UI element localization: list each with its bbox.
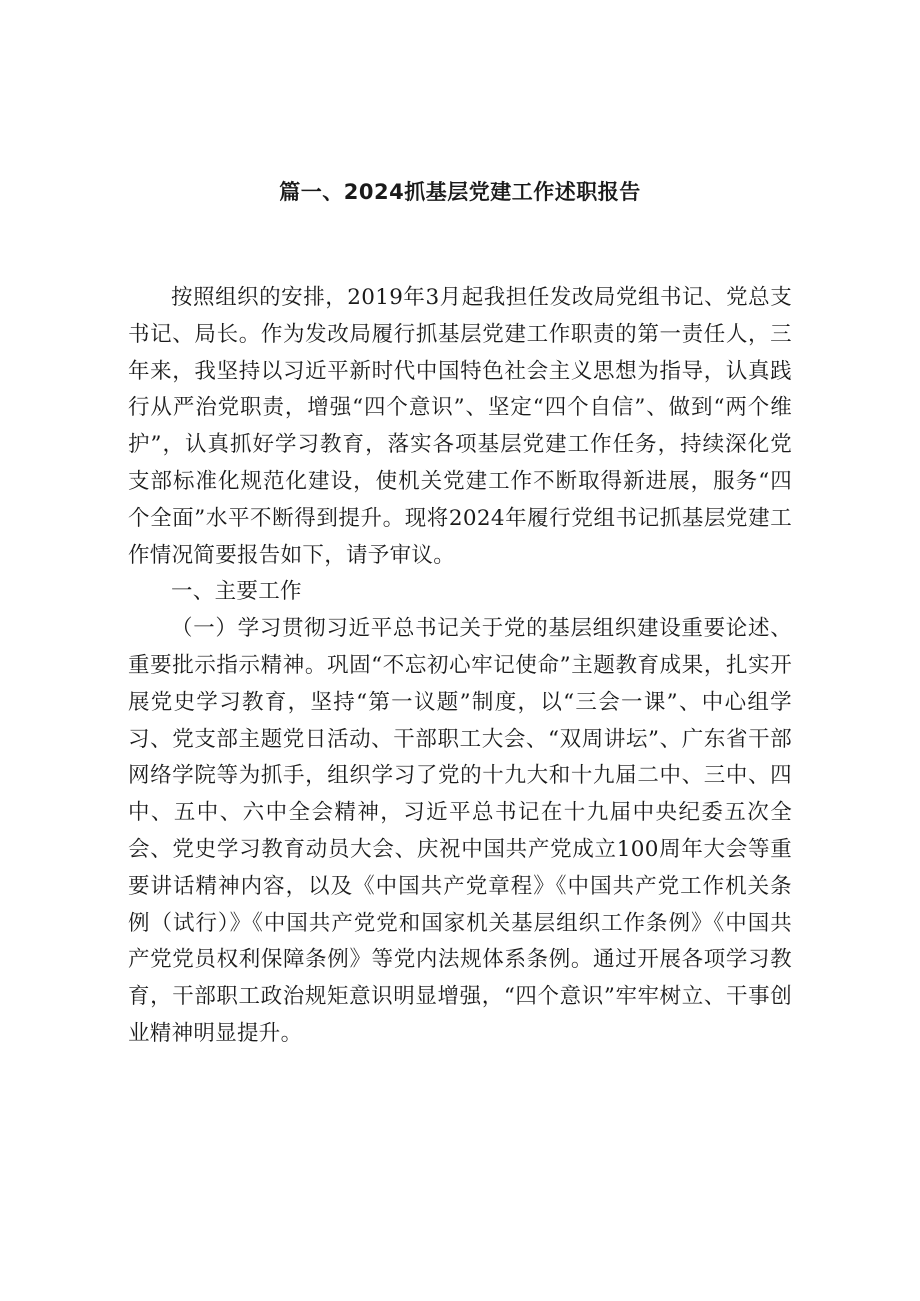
section-paragraph: （一）学习贯彻习近平总书记关于党的基层组织建设重要论述、重要批示指示精神。巩固“不忘初心牢记使命”主题教育成果，扎实开展党史学习教育，坚持“第一议题”制度，以“三会一课”、中心组学习、党支部主题党日活动、干部职工大会、“双周讲坛”、广东省干部网络学院等为抓手，组织学习了党的十九大和十九届二中、三中、四中、五中、六中全会精神，习近平总书记在十九届中央纪委五次全会、党史学习教育动员大会、庆祝中国共产党成立100周年大会等重要讲话精神内容，以及《中国共产党章程》《中国共产党工作机关条例（试行）》《中国共产党党和国家机关基层组织工作条例》《中国共产党党员权利保障条例》等党内法规体系条例。通过开展各项学习教育，干部职工政治规矩意识明显增强，“四个意识”牢牢树立、干事创业精神明显提升。 [128, 616, 792, 1046]
section-heading: 一、主要工作 [171, 579, 302, 605]
document-title: 篇一、2024抓基层党建工作述职报告 [279, 180, 641, 204]
document-body [128, 280, 792, 1053]
intro-paragraph: 按照组织的安排，2019年3月起我担任发改局党组书记、党总支书记、局长。作为发改局履行抓基层党建工作职责的第一责任人，三年来，我坚持以习近平新时代中国特色社会主义思想为指导，认真践行从严治党职责，增强“四个意识”、坚定“四个自信”、做到“两个维护”，认真抓好学习教育，落实各项基层党建工作任务，持续深化党支部标准化规范化建设，使机关党建工作不断取得新进展，服务“四个全面”水平不断得到提升。现将2024年履行党组书记抓基层党建工作情况简要报告如下，请予审议。 [128, 285, 792, 568]
